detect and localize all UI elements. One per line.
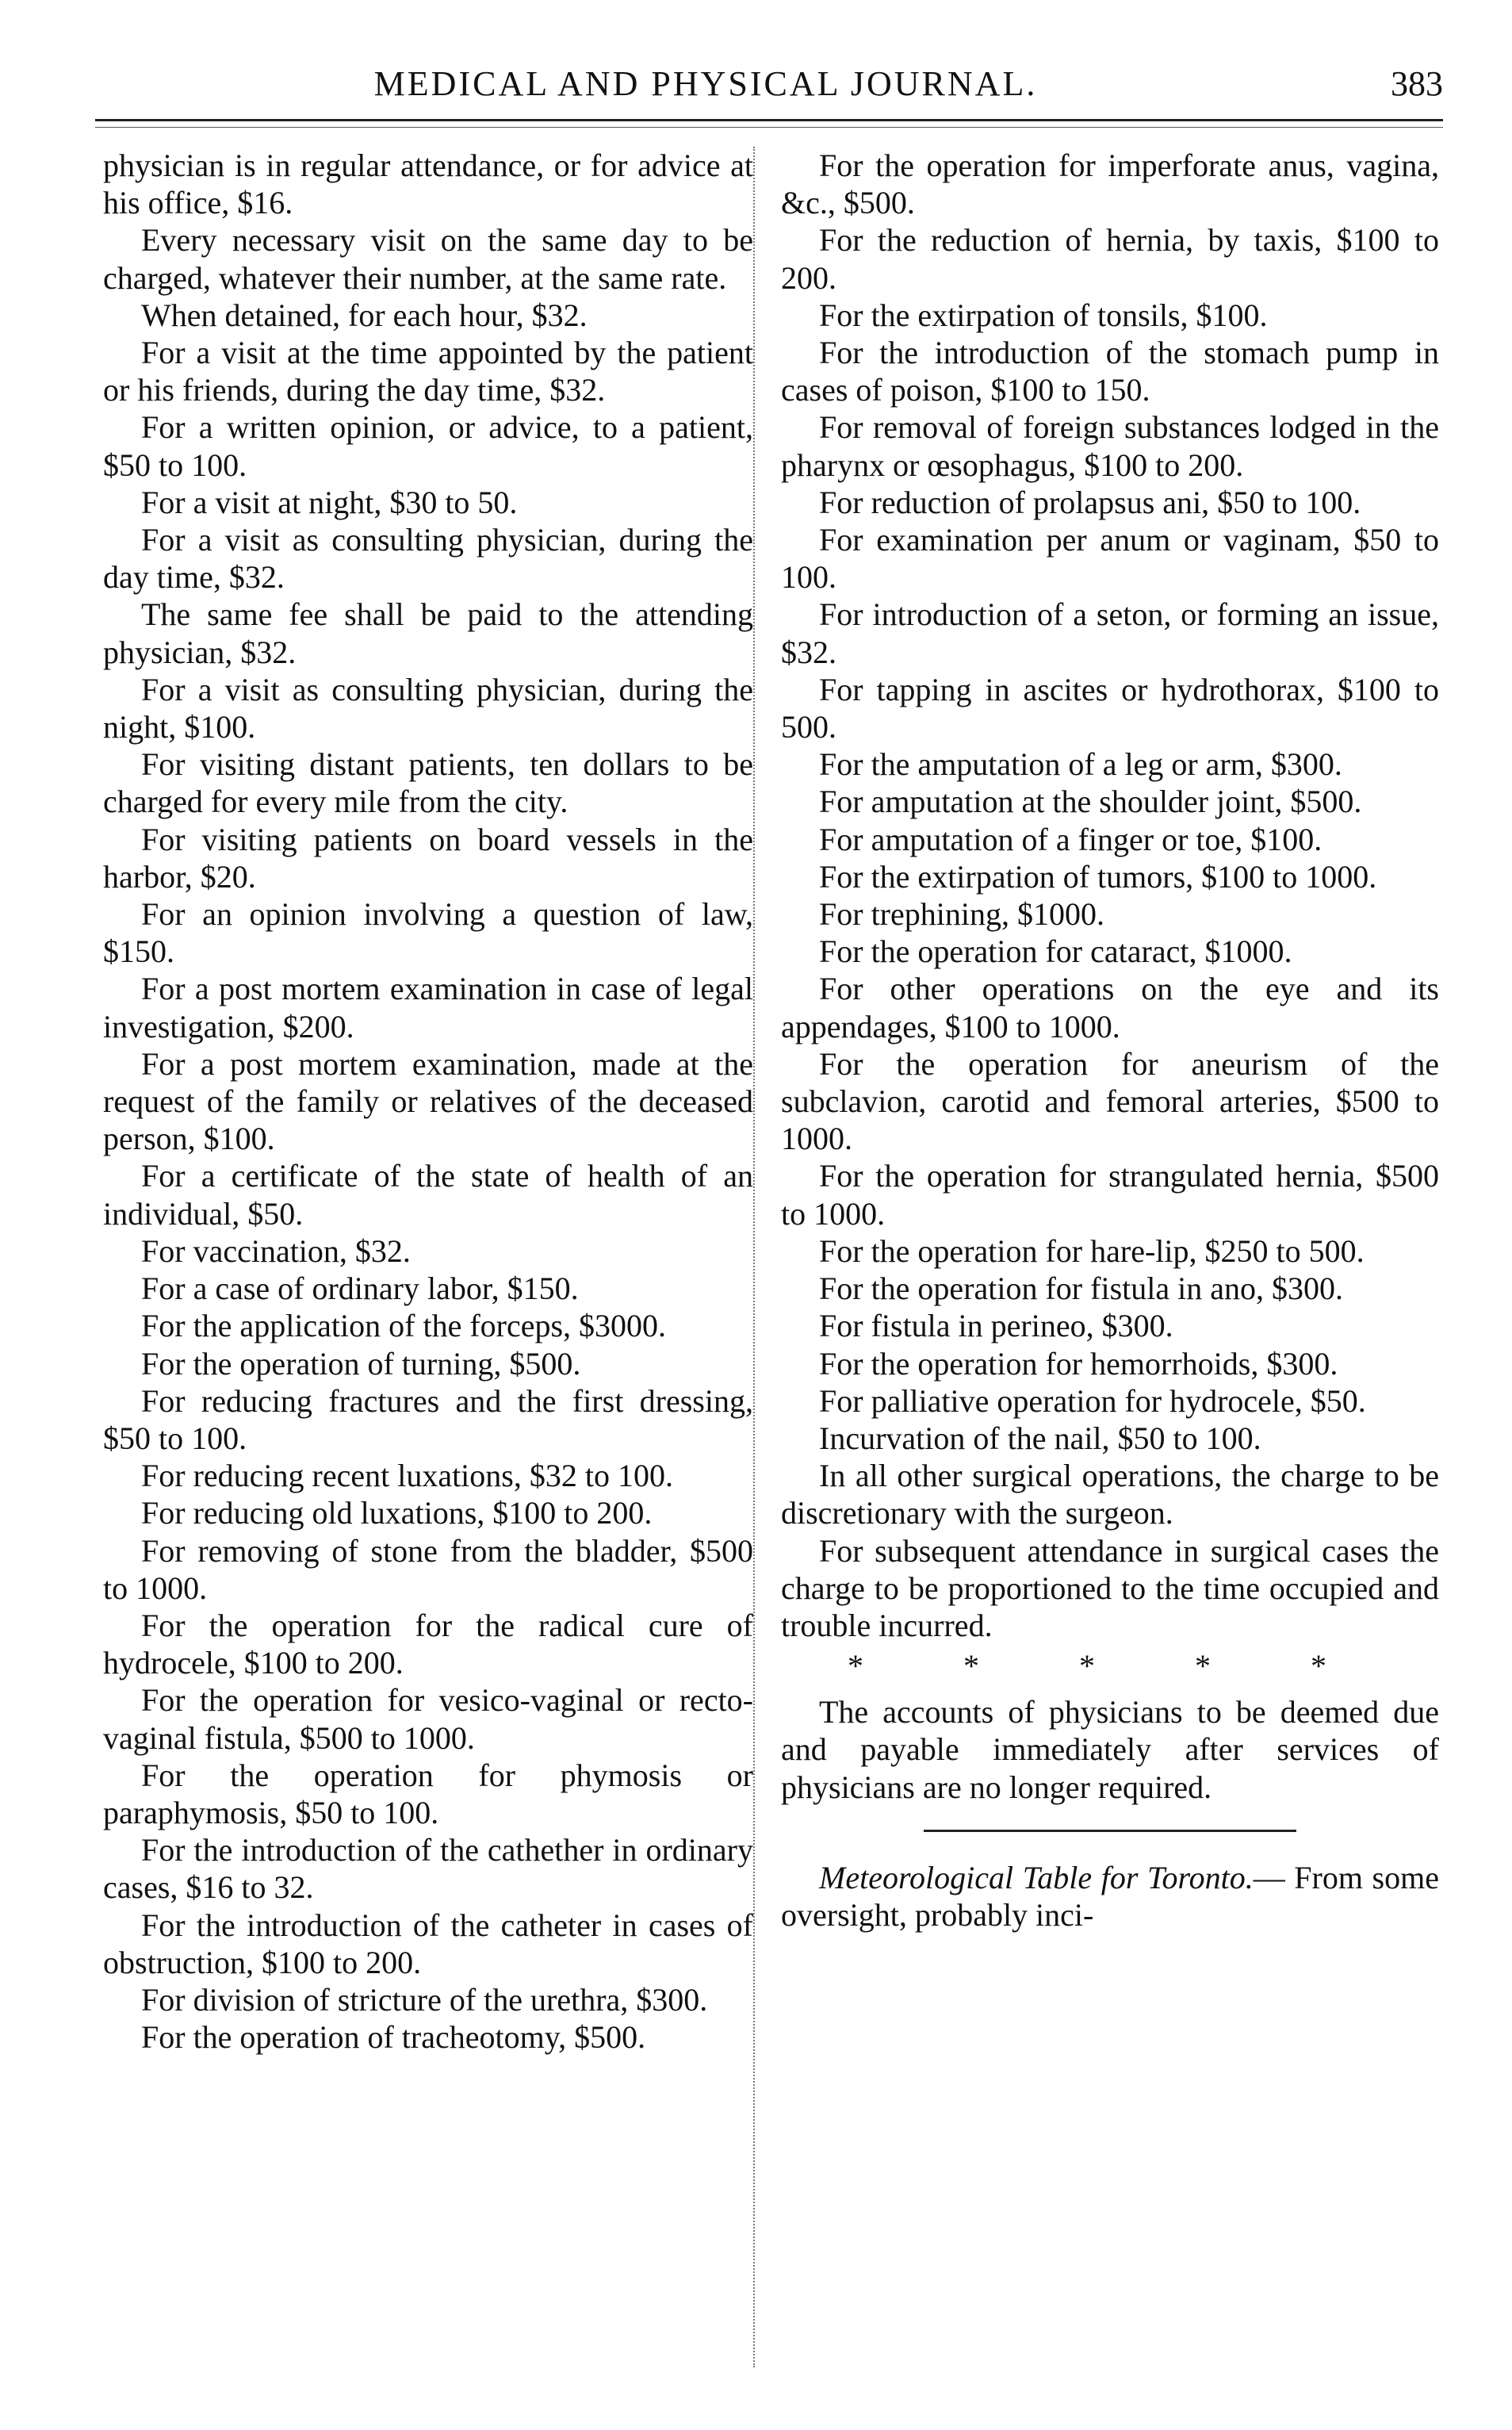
fee-entry: For an opinion involving a question of law, $150. [103,896,753,970]
fee-entry: For the amputation of a leg or arm, $300. [819,746,1342,783]
fee-entry: For a visit as consulting physician, during the day time, $32. [103,522,753,596]
fee-entry: For the introduction of the cathether in ordinary cases, $16 to 32. [103,1832,753,1906]
fee-entry: For a visit at night, $30 to 50. [141,484,518,520]
fee-entry: For a visit at the time appointed by the patient or his friends, during the day time, $32. [103,335,753,408]
fee-entry: For the operation for cataract, $1000. [819,933,1292,970]
fee-entry: For a post mortem examination in case of legal investigation, $200. [103,971,753,1044]
section-rule [924,1830,1296,1832]
fee-entry: For tapping in ascites or hydrothorax, $100 to 500. [781,671,1439,745]
closing-paragraph: The accounts of physicians to be deemed due and payable immediately after services of physicians are no longer required. [781,1694,1439,1805]
fee-entry: For the introduction of the catheter in cases of obstruction, $100 to 200. [103,1907,753,1980]
meteorological-paragraph [781,1859,1439,1934]
fee-entry: For the operation of turning, $500. [141,1345,581,1382]
fee-entry: For the operation for vesico-vaginal or recto-vaginal fistula, $500 to 1000. [103,1682,753,1756]
fee-entry: For a post mortem examination, made at the request of the family or relatives of the deceased person, $100. [103,1045,753,1157]
fee-entry: For the operation for hare-lip, $250 to 500. [819,1232,1365,1269]
fee-entry: The same fee shall be paid to the attending physician, $32. [103,596,753,670]
fee-entry: For amputation of a finger or toe, $100. [819,821,1323,857]
fee-entry: For a written opinion, or advice, to a patient, $50 to 100. [103,409,753,483]
fee-entry: For examination per anum or vaginam, $50 to 100. [781,522,1439,596]
header-rule [95,119,1443,121]
fee-entry: For the operation for strangulated hernia, $500 to 1000. [781,1158,1439,1232]
fee-entry: For reducing fractures and the first dressing, $50 to 100. [103,1382,753,1456]
fee-entry: For the operation for aneurism of the subclavion, carotid and femoral arteries, $500 to 1000. [781,1045,1439,1157]
fee-entry: In all other surgical operations, the charge to be discretionary with the surgeon. [781,1458,1439,1531]
fee-entry: For division of stricture of the urethra, $300. [141,1981,708,2018]
fee-entry: For palliative operation for hydrocele, $50. [819,1382,1366,1419]
fee-entry: For the introduction of the stomach pump in cases of poison, $100 to 150. [781,335,1439,408]
fee-entry: For the operation for imperforate anus, vagina, &c., $500. [781,148,1439,221]
column-divider [753,147,755,2367]
fee-entry: For introduction of a seton, or forming an issue, $32. [781,596,1439,670]
meteorological-title: Meteorological Table for Toronto. [819,1859,1254,1895]
fee-entry: For the reduction of hernia, by taxis, $100 to 200. [781,222,1439,296]
running-title: MEDICAL AND PHYSICAL JOURNAL. [373,64,1038,103]
fee-entry: For the operation of tracheotomy, $500. [141,2019,646,2056]
header-rule-thin [95,127,1443,128]
fee-entry: For the operation for fistula in ano, $300. [819,1271,1343,1307]
fee-entry: For fistula in perineo, $300. [819,1308,1173,1344]
fee-entry: For reducing old luxations, $100 to 200. [141,1495,653,1531]
fee-entry: For visiting patients on board vessels in the harbor, $20. [103,821,753,895]
fee-entry: For the extirpation of tonsils, $100. [819,297,1268,333]
fee-entry: For a visit as consulting physician, during the night, $100. [103,671,753,745]
page-number: 383 [1391,64,1443,103]
fee-entry: For trephining, $1000. [819,896,1104,933]
fee-entry: For the operation for hemorrhoids, $300. [819,1345,1338,1382]
fee-entry: For other operations on the eye and its appendages, $100 to 1000. [781,971,1439,1044]
fee-entry: For subsequent attendance in surgical cases the charge to be proportioned to the time occupied and trouble incurred. [781,1532,1439,1643]
fee-entry: For visiting distant patients, ten dollars to be charged for every mile from the city. [103,746,753,820]
fee-entry: For reduction of prolapsus ani, $50 to 100. [819,484,1361,520]
fee-entry: When detained, for each hour, $32. [141,297,588,333]
left-column [103,147,753,2056]
fee-entry: For vaccination, $32. [141,1232,411,1269]
fee-entry: For a case of ordinary labor, $150. [141,1271,579,1307]
fee-entry: For the operation for phymosis or paraphymosis, $50 to 100. [103,1757,753,1830]
ornament-asterisks: * * * * * [848,1648,1372,1685]
fee-entry: Incurvation of the nail, $50 to 100. [819,1420,1261,1456]
fee-entry: physician is in regular attendance, or for advice at his office, $16. [103,148,753,221]
fee-entry: For the application of the forceps, $3000. [141,1308,667,1344]
fee-entry: For amputation at the shoulder joint, $500. [819,784,1362,820]
fee-entry: For a certificate of the state of health of an individual, $50. [103,1158,753,1232]
meteorological-text: — From some oversight, probably inci- [781,1859,1439,1933]
fee-entry: For the extirpation of tumors, $100 to 1000. [819,858,1377,895]
fee-entry: For removing of stone from the bladder, $500 to 1000. [103,1532,753,1606]
fee-entry: Every necessary visit on the same day to be charged, whatever their number, at the same rate. [103,222,753,296]
fee-entry: For the operation for the radical cure of hydrocele, $100 to 200. [103,1607,753,1681]
right-column [781,147,1439,1934]
fee-entry: For removal of foreign substances lodged in the pharynx or œsophagus, $100 to 200. [781,409,1439,483]
fee-entry: For reducing recent luxations, $32 to 100. [141,1458,673,1494]
page-header [103,57,1443,113]
